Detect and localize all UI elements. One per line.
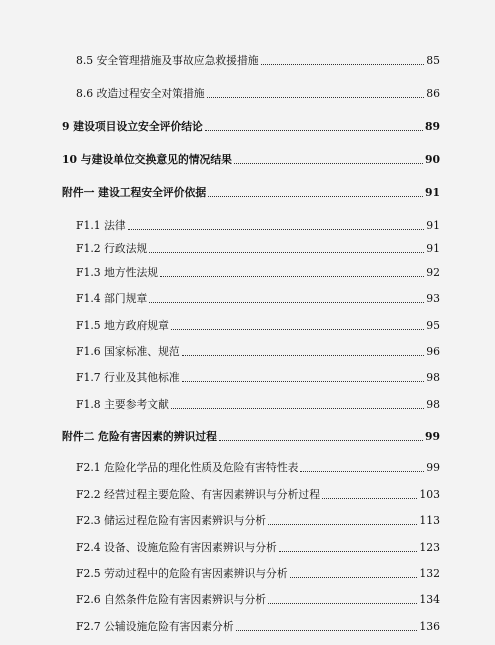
- toc-entry-page-number: 134: [419, 593, 440, 606]
- toc-dot-leader: [149, 302, 424, 303]
- toc-dot-leader: [261, 64, 425, 65]
- toc-entry-page-number: 96: [426, 345, 440, 358]
- toc-entry[interactable]: [62, 153, 440, 167]
- toc-dot-leader: [207, 97, 425, 98]
- toc-dot-leader: [208, 196, 423, 197]
- toc-entry[interactable]: [62, 242, 440, 256]
- toc-dot-leader: [128, 229, 425, 230]
- toc-entry[interactable]: [62, 593, 440, 607]
- toc-dot-leader: [219, 440, 423, 441]
- toc-entry-title: F2.1 危险化学品的理化性质及危险有害特性表: [76, 461, 299, 474]
- toc-entry-title: F1.6 国家标准、规范: [76, 345, 180, 358]
- toc-entry-title: F1.4 部门规章: [76, 292, 148, 305]
- toc-entry[interactable]: [62, 186, 440, 200]
- toc-dot-leader: [171, 408, 424, 409]
- toc-entry-page-number: 99: [424, 430, 440, 443]
- toc-entry-page-number: 91: [426, 242, 440, 255]
- toc-entry-page-number: 95: [426, 319, 440, 332]
- toc-dot-leader: [205, 130, 423, 131]
- toc-entry[interactable]: [62, 541, 440, 555]
- toc-entry-page-number: 91: [424, 186, 440, 199]
- toc-dot-leader: [300, 471, 424, 472]
- toc-dot-leader: [182, 381, 425, 382]
- toc-entry-title: 附件二 危险有害因素的辨识过程: [62, 430, 217, 443]
- toc-entry-page-number: 136: [419, 620, 440, 633]
- toc-entry-page-number: 132: [419, 567, 440, 580]
- toc-entry-title: 8.6 改造过程安全对策措施: [76, 87, 205, 100]
- toc-entry[interactable]: [62, 488, 440, 502]
- toc-entry-page-number: 113: [419, 514, 440, 527]
- toc-entry-page-number: 85: [426, 54, 440, 67]
- toc-entry[interactable]: [62, 292, 440, 306]
- toc-entry-page-number: 92: [426, 266, 440, 279]
- toc-entry-title: F1.1 法律: [76, 219, 126, 232]
- toc-entry[interactable]: [62, 371, 440, 385]
- toc-entry-title: F1.3 地方性法规: [76, 266, 159, 279]
- toc-dot-leader: [268, 603, 417, 604]
- toc-entry-page-number: 86: [426, 87, 440, 100]
- toc-dot-leader: [279, 551, 418, 552]
- toc-entry[interactable]: [62, 430, 440, 444]
- toc-entry[interactable]: [62, 319, 440, 333]
- toc-entry[interactable]: [62, 54, 440, 68]
- toc-entry-page-number: 93: [426, 292, 440, 305]
- toc-dot-leader: [236, 630, 418, 631]
- toc-dot-leader: [160, 276, 424, 277]
- toc-entry-title: F1.2 行政法规: [76, 242, 148, 255]
- toc-entry-title: F2.3 储运过程危险有害因素辨识与分析: [76, 514, 267, 527]
- toc-dot-leader: [290, 577, 418, 578]
- toc-entry-title: 10 与建设单位交换意见的情况结果: [62, 153, 232, 166]
- toc-entry[interactable]: [62, 87, 440, 101]
- toc-entry[interactable]: [62, 514, 440, 528]
- toc-dot-leader: [234, 163, 423, 164]
- toc-entry[interactable]: [62, 567, 440, 581]
- toc-entry-page-number: 90: [424, 153, 440, 166]
- toc-entry-page-number: 98: [426, 398, 440, 411]
- toc-entry-page-number: 89: [424, 120, 440, 133]
- toc-entry-title: F1.8 主要参考文献: [76, 398, 169, 411]
- toc-entry-title: F2.4 设备、设施危险有害因素辨识与分析: [76, 541, 277, 554]
- toc-entry-title: F2.6 自然条件危险有害因素辨识与分析: [76, 593, 267, 606]
- toc-entry[interactable]: [62, 345, 440, 359]
- toc-entry-page-number: 103: [419, 488, 440, 501]
- toc-entry-title: F2.2 经营过程主要危险、有害因素辨识与分析过程: [76, 488, 321, 501]
- toc-entry-page-number: 98: [426, 371, 440, 384]
- toc-dot-leader: [322, 498, 417, 499]
- toc-dot-leader: [182, 355, 425, 356]
- toc-entry-title: 8.5 安全管理措施及事故应急救援措施: [76, 54, 259, 67]
- toc-entry[interactable]: [62, 120, 440, 134]
- toc-entry-title: F2.5 劳动过程中的危险有害因素辨识与分析: [76, 567, 288, 580]
- toc-entry[interactable]: [62, 398, 440, 412]
- toc-entry-title: 附件一 建设工程安全评价依据: [62, 186, 207, 199]
- toc-entry[interactable]: [62, 461, 440, 475]
- toc-entry-page-number: 123: [419, 541, 440, 554]
- toc-dot-leader: [149, 252, 424, 253]
- toc-dot-leader: [171, 329, 424, 330]
- toc-dot-leader: [268, 524, 417, 525]
- toc-entry-title: F1.5 地方政府规章: [76, 319, 169, 332]
- toc-entry[interactable]: [62, 266, 440, 280]
- toc-entry-title: F2.7 公辅设施危险有害因素分析: [76, 620, 234, 633]
- toc-entry-page-number: 91: [426, 219, 440, 232]
- toc-entry[interactable]: [62, 620, 440, 634]
- toc-entry[interactable]: [62, 219, 440, 233]
- toc-entry-title: 9 建设项目设立安全评价结论: [62, 120, 203, 133]
- toc-entry-title: F1.7 行业及其他标准: [76, 371, 180, 384]
- toc-entry-page-number: 99: [426, 461, 440, 474]
